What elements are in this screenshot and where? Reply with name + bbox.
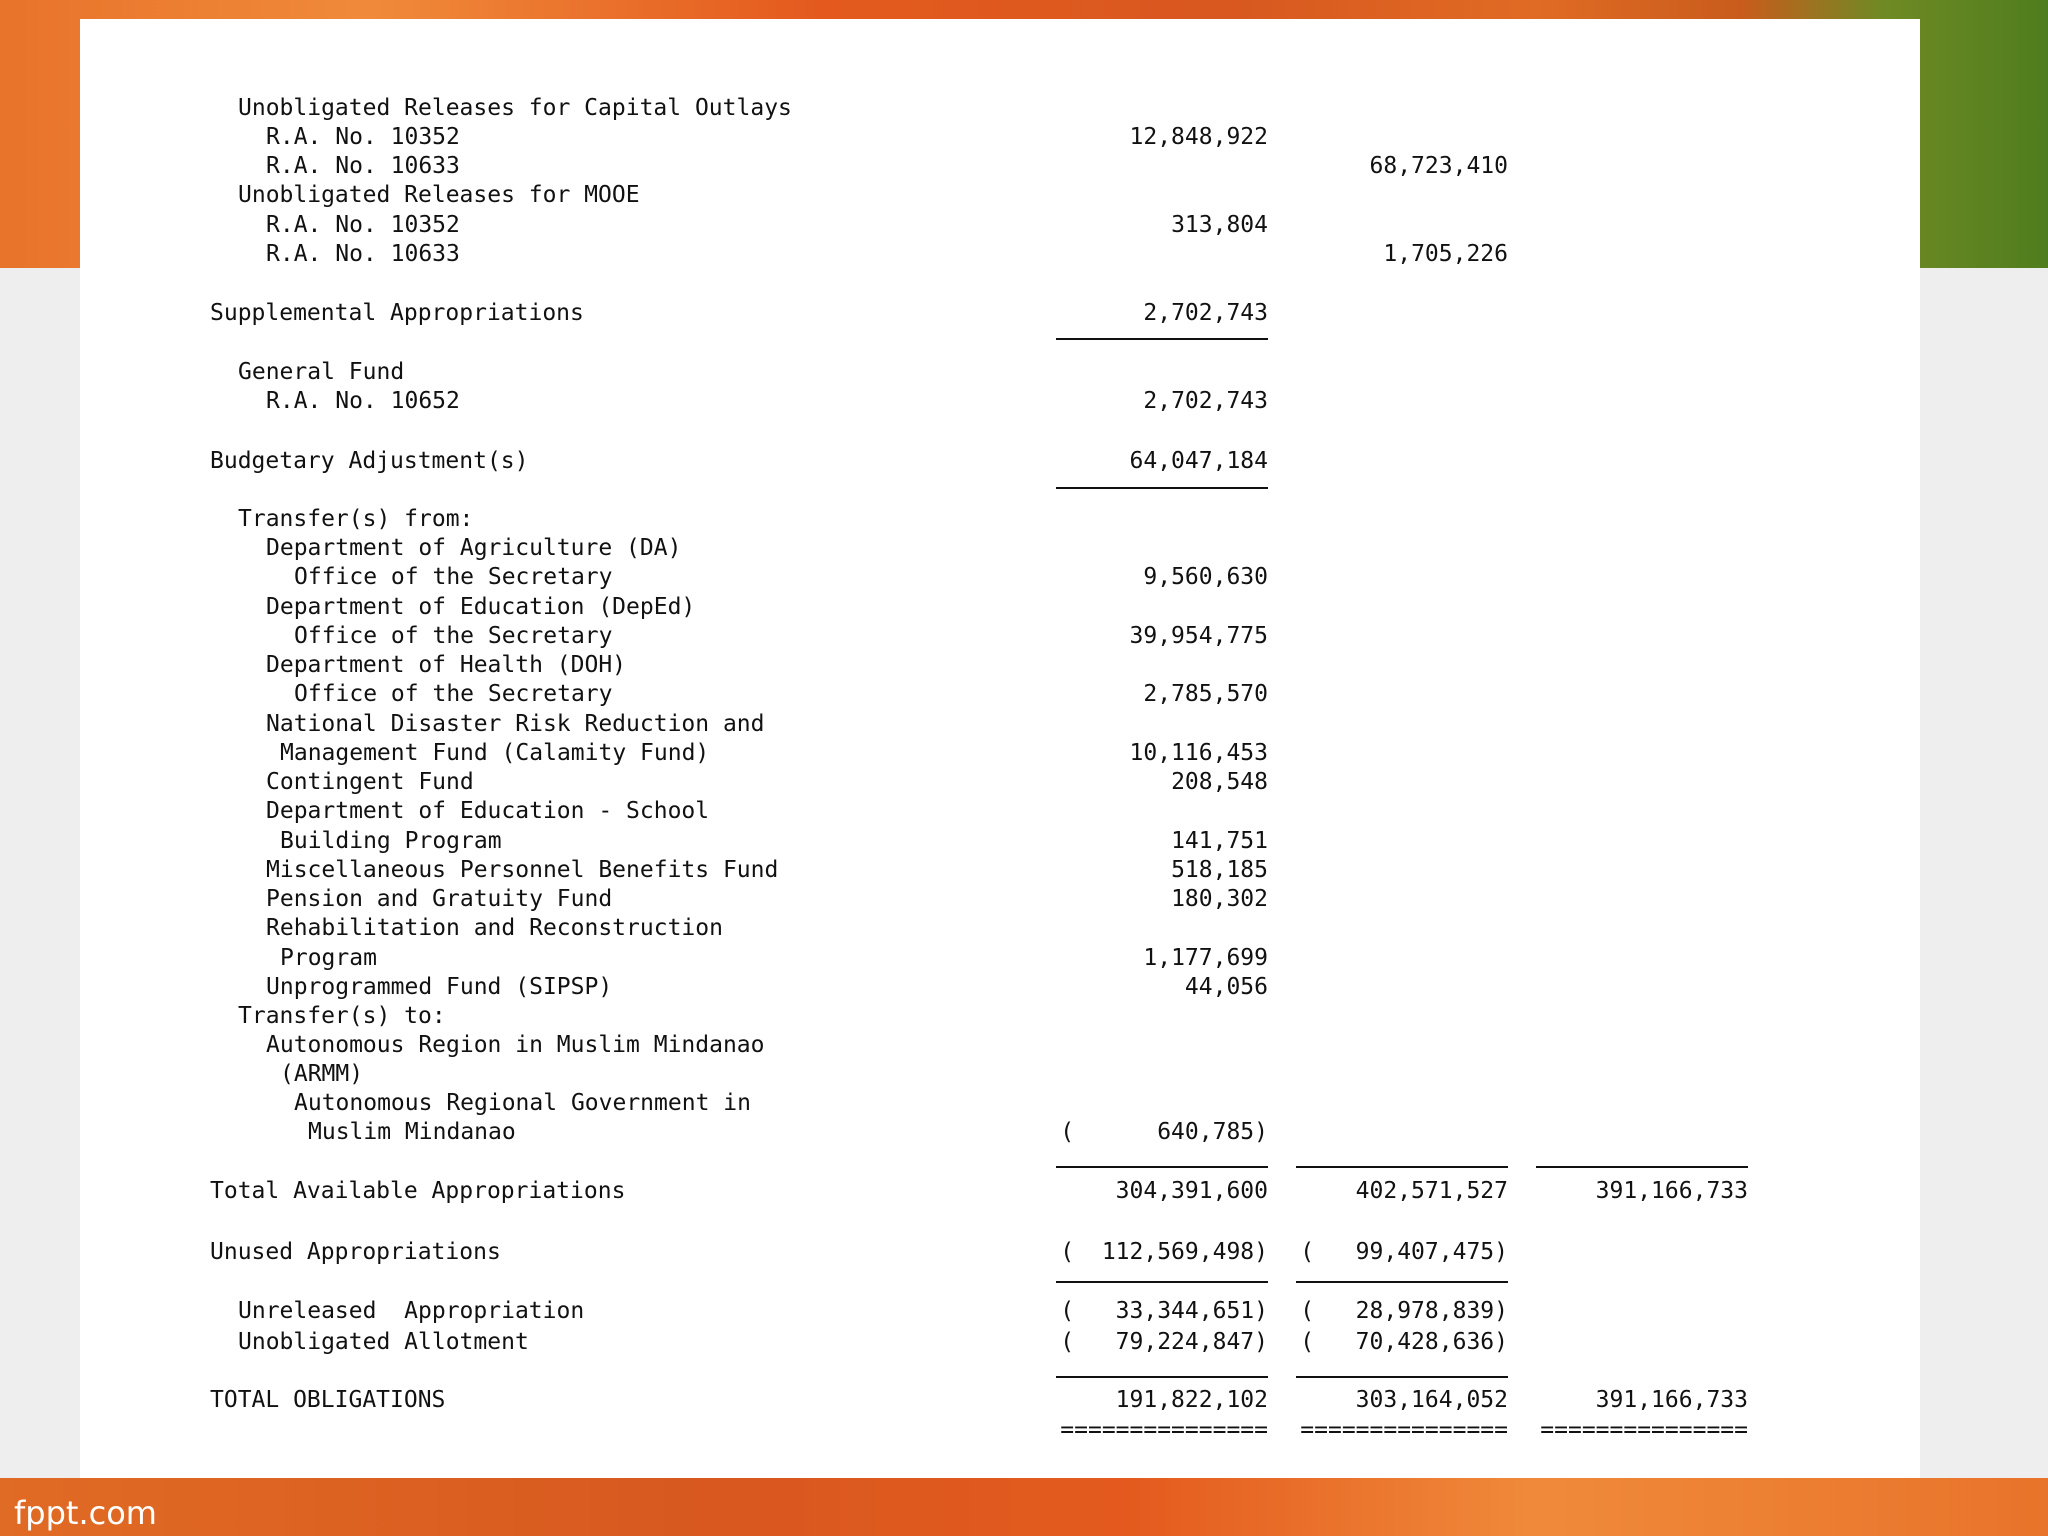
row-label: Building Program	[280, 828, 502, 854]
row-label: Department of Agriculture (DA)	[266, 535, 682, 561]
row-label: R.A. No. 10352	[266, 212, 460, 238]
amount-col-1: 12,848,922	[1129, 124, 1268, 150]
row-label: Department of Health (DOH)	[266, 652, 627, 678]
row-label: (ARMM)	[280, 1061, 364, 1087]
amount-col-3: 391,166,733	[1595, 1387, 1748, 1413]
amount-col-1: 2,702,743	[1143, 300, 1268, 326]
row-label: R.A. No. 10633	[266, 241, 460, 267]
amount-col-1: 141,751	[1171, 828, 1268, 854]
row-label: Pension and Gratuity Fund	[266, 886, 613, 912]
row-label: Miscellaneous Personnel Benefits Fund	[266, 857, 779, 883]
underline-rule	[1056, 1166, 1268, 1168]
underline-rule	[1056, 1281, 1268, 1283]
bottom-decorative-band	[0, 1478, 2048, 1536]
row-label: National Disaster Risk Reduction and	[266, 711, 765, 737]
amount-col-1: 44,056	[1184, 974, 1268, 1000]
amount-col-1: 9,560,630	[1143, 564, 1268, 590]
amount-col-2: ( 99,407,475)	[1300, 1239, 1508, 1265]
document-page	[80, 19, 1920, 1478]
amount-col-2: 402,571,527	[1355, 1178, 1508, 1204]
amount-col-1: ( 112,569,498)	[1060, 1239, 1268, 1265]
amount-col-3: 391,166,733	[1595, 1178, 1748, 1204]
row-label: R.A. No. 10633	[266, 153, 460, 179]
row-label: General Fund	[238, 359, 405, 385]
row-label: Autonomous Regional Government in	[294, 1090, 751, 1116]
row-label: Unobligated Releases for Capital Outlays	[238, 95, 792, 121]
row-label: Unobligated Releases for MOOE	[238, 182, 640, 208]
amount-col-1: 64,047,184	[1129, 448, 1268, 474]
amount-col-1: 10,116,453	[1129, 740, 1268, 766]
row-label: R.A. No. 10352	[266, 124, 460, 150]
row-label: Unreleased Appropriation	[238, 1298, 585, 1324]
row-label: Office of the Secretary	[294, 623, 613, 649]
amount-col-1: 2,702,743	[1143, 388, 1268, 414]
underline-rule	[1056, 487, 1268, 489]
row-label: Budgetary Adjustment(s)	[210, 448, 529, 474]
row-label: R.A. No. 10652	[266, 388, 460, 414]
underline-rule	[1056, 338, 1268, 340]
amount-col-2: ( 70,428,636)	[1300, 1329, 1508, 1355]
amount-col-1: ===============	[1060, 1417, 1268, 1443]
amount-col-1: ( 33,344,651)	[1060, 1298, 1268, 1324]
amount-col-2: ===============	[1300, 1417, 1508, 1443]
amount-col-2: 303,164,052	[1355, 1387, 1508, 1413]
row-label: Rehabilitation and Reconstruction	[266, 915, 723, 941]
brand-watermark: fppt.com	[14, 1494, 157, 1532]
amount-col-2: 1,705,226	[1383, 241, 1508, 267]
row-label: Transfer(s) to:	[238, 1003, 446, 1029]
row-label: Office of the Secretary	[294, 564, 613, 590]
underline-rule	[1056, 1376, 1268, 1378]
amount-col-1: 39,954,775	[1129, 623, 1268, 649]
row-label: Muslim Mindanao	[308, 1119, 516, 1145]
underline-rule	[1296, 1281, 1508, 1283]
row-label: TOTAL OBLIGATIONS	[210, 1387, 446, 1413]
amount-col-2: ( 28,978,839)	[1300, 1298, 1508, 1324]
row-label: Contingent Fund	[266, 769, 474, 795]
underline-rule	[1296, 1376, 1508, 1378]
amount-col-1: 304,391,600	[1115, 1178, 1268, 1204]
row-label: Department of Education - School	[266, 798, 710, 824]
row-label: Unprogrammed Fund (SIPSP)	[266, 974, 613, 1000]
amount-col-1: 208,548	[1171, 769, 1268, 795]
row-label: Unused Appropriations	[210, 1239, 501, 1265]
row-label: Management Fund (Calamity Fund)	[280, 740, 710, 766]
row-label: Unobligated Allotment	[238, 1329, 529, 1355]
row-label: Office of the Secretary	[294, 681, 613, 707]
amount-col-1: 1,177,699	[1143, 945, 1268, 971]
underline-rule	[1536, 1166, 1748, 1168]
amount-col-1: 518,185	[1171, 857, 1268, 883]
row-label: Autonomous Region in Muslim Mindanao	[266, 1032, 765, 1058]
row-label: Transfer(s) from:	[238, 506, 474, 532]
amount-col-1: 180,302	[1171, 886, 1268, 912]
amount-col-2: 68,723,410	[1369, 153, 1508, 179]
row-label: Department of Education (DepEd)	[266, 594, 696, 620]
amount-col-1: ( 79,224,847)	[1060, 1329, 1268, 1355]
amount-col-3: ===============	[1540, 1417, 1748, 1443]
row-label: Supplemental Appropriations	[210, 300, 584, 326]
underline-rule	[1296, 1166, 1508, 1168]
row-label: Total Available Appropriations	[210, 1178, 626, 1204]
amount-col-1: ( 640,785)	[1060, 1119, 1268, 1145]
amount-col-1: 191,822,102	[1115, 1387, 1268, 1413]
amount-col-1: 313,804	[1171, 212, 1268, 238]
row-label: Program	[280, 945, 377, 971]
amount-col-1: 2,785,570	[1143, 681, 1268, 707]
